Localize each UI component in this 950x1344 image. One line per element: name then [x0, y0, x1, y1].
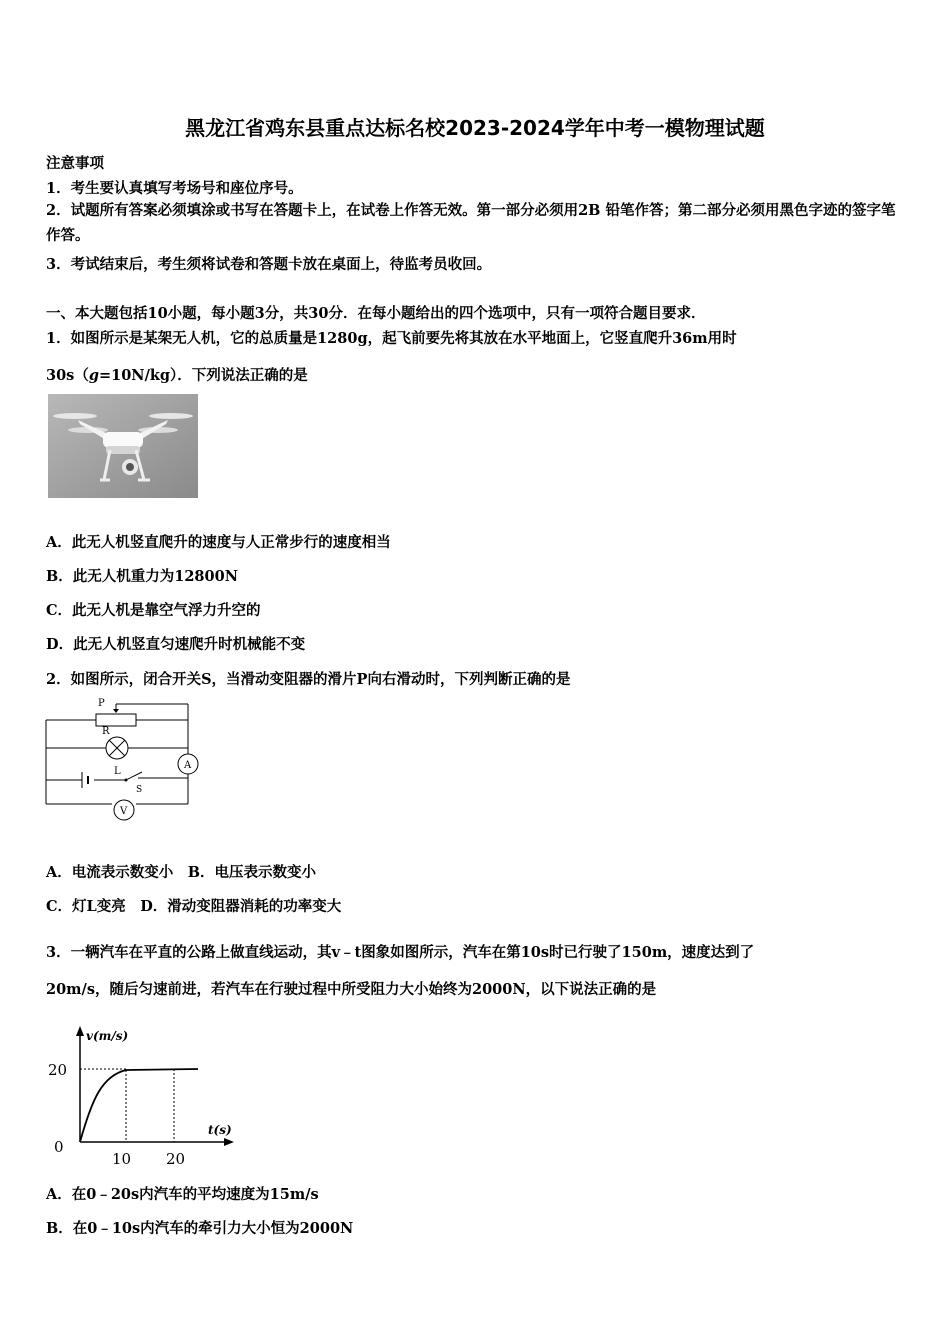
notice-heading: 注意事项 [46, 155, 104, 172]
vt-graph [40, 1024, 240, 1170]
circuit-label-r: R [102, 726, 110, 737]
notice-item-1: 1．考生要认真填写考场号和座位序号。 [46, 180, 303, 197]
circuit-label-p: P [98, 698, 105, 709]
ammeter-label: A [184, 760, 192, 771]
q1-option-c: C．此无人机是靠空气浮力升空的 [46, 602, 261, 619]
q1-stem-g-symbol: g [88, 367, 99, 384]
notice-item-3: 3．考试结束后，考生须将试卷和答题卡放在桌面上，待监考员收回。 [46, 256, 492, 273]
q1-option-d: D．此无人机竖直匀速爬升时机械能不变 [46, 636, 306, 653]
q3-option-a: A．在0﹣20s内汽车的平均速度为15m/s [46, 1186, 319, 1203]
q1-stem-line1: 1．如图所示是某架无人机，它的总质量是1280g，起飞前要先将其放在水平地面上，它竖直爬升36m用时 [46, 330, 737, 347]
q3-stem-line1: 3．一辆汽车在平直的公路上做直线运动，其v﹣t图象如图所示，汽车在第10s时已行驶了150m，速度达到了 [46, 944, 755, 961]
section-heading: 一、本大题包括10小题，每小题3分，共30分．在每小题给出的四个选项中，只有一项符合题目要求． [46, 305, 706, 322]
drone-image [48, 394, 198, 498]
graph-y-label: v(m/s) [86, 1029, 129, 1043]
notice-item-2: 2．试题所有答案必须填涂或书写在答题卡上，在试卷上作答无效。第一部分必须用2B 铅笔作答；第二部分必须用黑色字迹的签字笔作答。 [46, 202, 896, 244]
graph-x-tick-10: 10 [112, 1150, 132, 1168]
page-title: 黑龙江省鸡东县重点达标名校2023-2024学年中考一模物理试题 [185, 116, 765, 140]
circuit-label-l: L [114, 766, 121, 777]
q1-option-b: B．此无人机重力为12800N [46, 568, 238, 585]
graph-origin: 0 [54, 1138, 64, 1156]
voltmeter-label: V [120, 806, 128, 817]
graph-x-tick-20: 20 [166, 1150, 186, 1168]
q1-stem-part-a: 30s（ [46, 367, 89, 384]
circuit-diagram [42, 696, 212, 828]
q1-stem-line2 [46, 364, 308, 385]
q2-options-row2: C．灯L变亮 D．滑动变阻器消耗的功率变大 [46, 898, 342, 915]
graph-x-label: t(s) [208, 1123, 232, 1137]
circuit-label-s: S [136, 785, 143, 795]
q1-option-a: A．此无人机竖直爬升的速度与人正常步行的速度相当 [46, 534, 391, 551]
q3-option-b: B．在0﹣10s内汽车的牵引力大小恒为2000N [46, 1220, 354, 1237]
graph-y-tick-20: 20 [48, 1061, 68, 1079]
q1-stem-part-b: =10N/kg）．下列说法正确的是 [98, 367, 308, 384]
q2-stem: 2．如图所示，闭合开关S，当滑动变阻器的滑片P向右滑动时，下列判断正确的是 [46, 671, 571, 688]
q3-stem-line2: 20m/s，随后匀速前进，若汽车在行驶过程中所受阻力大小始终为2000N，以下说法正确的是 [46, 981, 657, 998]
q2-options-row1: A．电流表示数变小 B．电压表示数变小 [46, 864, 317, 881]
